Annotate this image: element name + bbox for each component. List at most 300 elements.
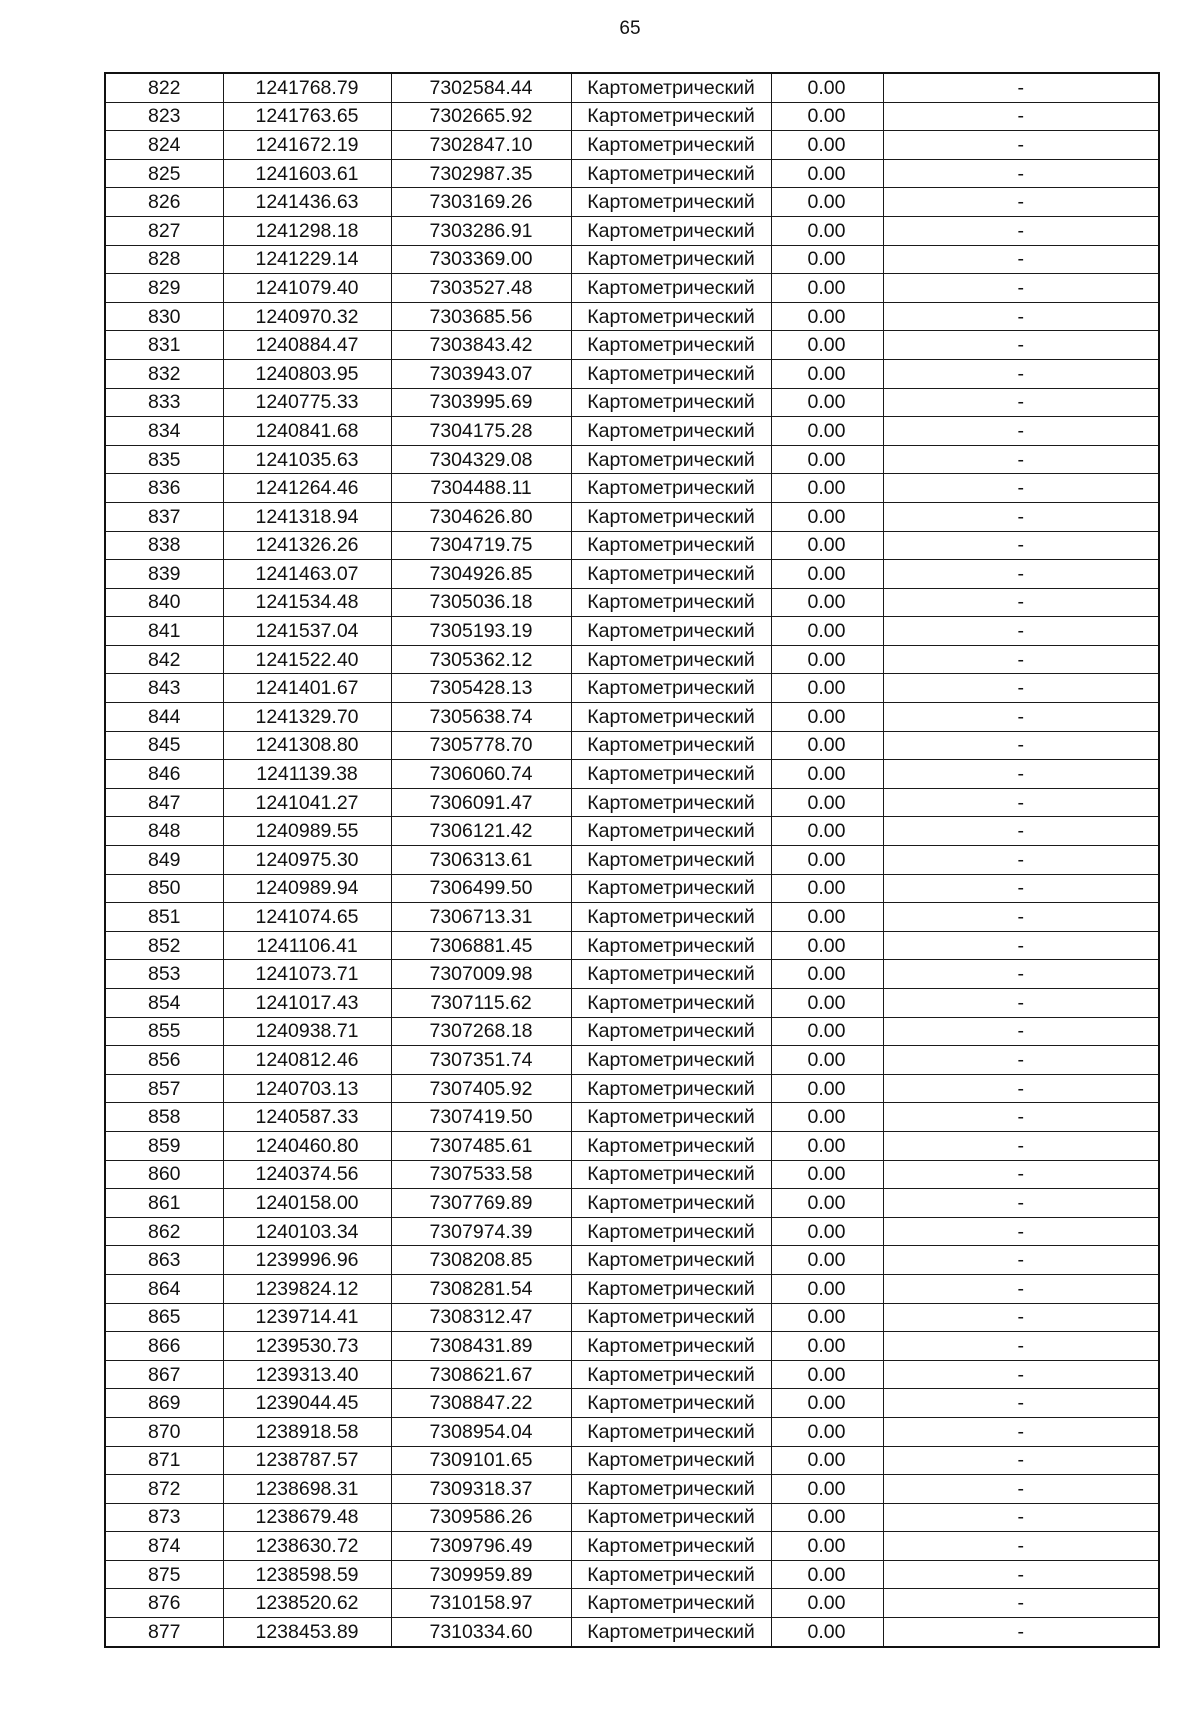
y-coordinate-cell: 7308847.22 bbox=[391, 1389, 571, 1418]
point-number-cell: 867 bbox=[105, 1360, 223, 1389]
note-cell: - bbox=[883, 102, 1159, 131]
x-coordinate-cell: 1240989.94 bbox=[223, 874, 391, 903]
error-cell: 0.00 bbox=[771, 1246, 883, 1275]
method-cell: Картометрический bbox=[571, 1246, 771, 1275]
table-row bbox=[105, 1074, 1159, 1103]
point-number-cell: 829 bbox=[105, 274, 223, 303]
point-number-cell: 838 bbox=[105, 531, 223, 560]
error-cell: 0.00 bbox=[771, 331, 883, 360]
error-cell: 0.00 bbox=[771, 188, 883, 217]
table-row bbox=[105, 588, 1159, 617]
note-cell: - bbox=[883, 1446, 1159, 1475]
method-cell: Картометрический bbox=[571, 1332, 771, 1361]
error-cell: 0.00 bbox=[771, 274, 883, 303]
table-row bbox=[105, 903, 1159, 932]
point-number-cell: 828 bbox=[105, 245, 223, 274]
point-number-cell: 849 bbox=[105, 846, 223, 875]
point-number-cell: 840 bbox=[105, 588, 223, 617]
method-cell: Картометрический bbox=[571, 1475, 771, 1504]
method-cell: Картометрический bbox=[571, 588, 771, 617]
error-cell: 0.00 bbox=[771, 1360, 883, 1389]
note-cell: - bbox=[883, 331, 1159, 360]
y-coordinate-cell: 7306881.45 bbox=[391, 931, 571, 960]
method-cell: Картометрический bbox=[571, 1274, 771, 1303]
table-row bbox=[105, 502, 1159, 531]
x-coordinate-cell: 1241436.63 bbox=[223, 188, 391, 217]
note-cell: - bbox=[883, 588, 1159, 617]
y-coordinate-cell: 7305036.18 bbox=[391, 588, 571, 617]
error-cell: 0.00 bbox=[771, 931, 883, 960]
error-cell: 0.00 bbox=[771, 102, 883, 131]
error-cell: 0.00 bbox=[771, 760, 883, 789]
x-coordinate-cell: 1241229.14 bbox=[223, 245, 391, 274]
method-cell: Картометрический bbox=[571, 1532, 771, 1561]
x-coordinate-cell: 1240989.55 bbox=[223, 817, 391, 846]
method-cell: Картометрический bbox=[571, 73, 771, 102]
table-row bbox=[105, 159, 1159, 188]
x-coordinate-cell: 1241329.70 bbox=[223, 703, 391, 732]
point-number-cell: 852 bbox=[105, 931, 223, 960]
y-coordinate-cell: 7306499.50 bbox=[391, 874, 571, 903]
table-row bbox=[105, 1017, 1159, 1046]
note-cell: - bbox=[883, 245, 1159, 274]
y-coordinate-cell: 7303286.91 bbox=[391, 216, 571, 245]
point-number-cell: 836 bbox=[105, 474, 223, 503]
y-coordinate-cell: 7303527.48 bbox=[391, 274, 571, 303]
note-cell: - bbox=[883, 531, 1159, 560]
point-number-cell: 854 bbox=[105, 989, 223, 1018]
note-cell: - bbox=[883, 1503, 1159, 1532]
error-cell: 0.00 bbox=[771, 359, 883, 388]
y-coordinate-cell: 7308954.04 bbox=[391, 1417, 571, 1446]
point-number-cell: 848 bbox=[105, 817, 223, 846]
note-cell: - bbox=[883, 502, 1159, 531]
table-row bbox=[105, 703, 1159, 732]
point-number-cell: 827 bbox=[105, 216, 223, 245]
point-number-cell: 875 bbox=[105, 1560, 223, 1589]
note-cell: - bbox=[883, 1274, 1159, 1303]
note-cell: - bbox=[883, 931, 1159, 960]
y-coordinate-cell: 7308281.54 bbox=[391, 1274, 571, 1303]
table-body bbox=[105, 73, 1159, 1647]
y-coordinate-cell: 7306713.31 bbox=[391, 903, 571, 932]
error-cell: 0.00 bbox=[771, 1532, 883, 1561]
x-coordinate-cell: 1239530.73 bbox=[223, 1332, 391, 1361]
x-coordinate-cell: 1240158.00 bbox=[223, 1189, 391, 1218]
method-cell: Картометрический bbox=[571, 1189, 771, 1218]
x-coordinate-cell: 1240841.68 bbox=[223, 417, 391, 446]
point-number-cell: 876 bbox=[105, 1589, 223, 1618]
y-coordinate-cell: 7309318.37 bbox=[391, 1475, 571, 1504]
point-number-cell: 863 bbox=[105, 1246, 223, 1275]
point-number-cell: 843 bbox=[105, 674, 223, 703]
note-cell: - bbox=[883, 788, 1159, 817]
x-coordinate-cell: 1239996.96 bbox=[223, 1246, 391, 1275]
x-coordinate-cell: 1240970.32 bbox=[223, 302, 391, 331]
method-cell: Картометрический bbox=[571, 1560, 771, 1589]
method-cell: Картометрический bbox=[571, 1446, 771, 1475]
point-number-cell: 864 bbox=[105, 1274, 223, 1303]
method-cell: Картометрический bbox=[571, 1303, 771, 1332]
method-cell: Картометрический bbox=[571, 703, 771, 732]
error-cell: 0.00 bbox=[771, 817, 883, 846]
table-row bbox=[105, 960, 1159, 989]
x-coordinate-cell: 1238520.62 bbox=[223, 1589, 391, 1618]
coordinates-table bbox=[104, 72, 1160, 1648]
x-coordinate-cell: 1241017.43 bbox=[223, 989, 391, 1018]
x-coordinate-cell: 1240703.13 bbox=[223, 1074, 391, 1103]
method-cell: Картометрический bbox=[571, 1217, 771, 1246]
error-cell: 0.00 bbox=[771, 1160, 883, 1189]
y-coordinate-cell: 7305193.19 bbox=[391, 617, 571, 646]
point-number-cell: 841 bbox=[105, 617, 223, 646]
method-cell: Картометрический bbox=[571, 1503, 771, 1532]
point-number-cell: 865 bbox=[105, 1303, 223, 1332]
method-cell: Картометрический bbox=[571, 1017, 771, 1046]
note-cell: - bbox=[883, 216, 1159, 245]
note-cell: - bbox=[883, 1017, 1159, 1046]
method-cell: Картометрический bbox=[571, 731, 771, 760]
note-cell: - bbox=[883, 1160, 1159, 1189]
error-cell: 0.00 bbox=[771, 1618, 883, 1647]
y-coordinate-cell: 7307268.18 bbox=[391, 1017, 571, 1046]
table-row bbox=[105, 674, 1159, 703]
y-coordinate-cell: 7308312.47 bbox=[391, 1303, 571, 1332]
method-cell: Картометрический bbox=[571, 359, 771, 388]
method-cell: Картометрический bbox=[571, 1160, 771, 1189]
point-number-cell: 842 bbox=[105, 645, 223, 674]
point-number-cell: 845 bbox=[105, 731, 223, 760]
error-cell: 0.00 bbox=[771, 846, 883, 875]
table-row bbox=[105, 1131, 1159, 1160]
note-cell: - bbox=[883, 1046, 1159, 1075]
note-cell: - bbox=[883, 903, 1159, 932]
y-coordinate-cell: 7307769.89 bbox=[391, 1189, 571, 1218]
error-cell: 0.00 bbox=[771, 1103, 883, 1132]
table-row bbox=[105, 874, 1159, 903]
x-coordinate-cell: 1240374.56 bbox=[223, 1160, 391, 1189]
error-cell: 0.00 bbox=[771, 703, 883, 732]
point-number-cell: 823 bbox=[105, 102, 223, 131]
x-coordinate-cell: 1241264.46 bbox=[223, 474, 391, 503]
point-number-cell: 857 bbox=[105, 1074, 223, 1103]
y-coordinate-cell: 7310158.97 bbox=[391, 1589, 571, 1618]
y-coordinate-cell: 7306091.47 bbox=[391, 788, 571, 817]
y-coordinate-cell: 7304926.85 bbox=[391, 560, 571, 589]
point-number-cell: 860 bbox=[105, 1160, 223, 1189]
note-cell: - bbox=[883, 1360, 1159, 1389]
point-number-cell: 853 bbox=[105, 960, 223, 989]
method-cell: Картометрический bbox=[571, 417, 771, 446]
table-row bbox=[105, 302, 1159, 331]
table-row bbox=[105, 846, 1159, 875]
table-row bbox=[105, 560, 1159, 589]
table-row bbox=[105, 1560, 1159, 1589]
y-coordinate-cell: 7307419.50 bbox=[391, 1103, 571, 1132]
point-number-cell: 851 bbox=[105, 903, 223, 932]
table-row bbox=[105, 274, 1159, 303]
method-cell: Картометрический bbox=[571, 302, 771, 331]
x-coordinate-cell: 1240803.95 bbox=[223, 359, 391, 388]
table-row bbox=[105, 445, 1159, 474]
error-cell: 0.00 bbox=[771, 1389, 883, 1418]
y-coordinate-cell: 7303843.42 bbox=[391, 331, 571, 360]
method-cell: Картометрический bbox=[571, 846, 771, 875]
note-cell: - bbox=[883, 73, 1159, 102]
x-coordinate-cell: 1241603.61 bbox=[223, 159, 391, 188]
note-cell: - bbox=[883, 731, 1159, 760]
table-row bbox=[105, 1389, 1159, 1418]
table-row bbox=[105, 1417, 1159, 1446]
y-coordinate-cell: 7308431.89 bbox=[391, 1332, 571, 1361]
method-cell: Картометрический bbox=[571, 1131, 771, 1160]
note-cell: - bbox=[883, 846, 1159, 875]
page-number: 65 bbox=[619, 18, 641, 39]
method-cell: Картометрический bbox=[571, 1074, 771, 1103]
y-coordinate-cell: 7309796.49 bbox=[391, 1532, 571, 1561]
error-cell: 0.00 bbox=[771, 645, 883, 674]
error-cell: 0.00 bbox=[771, 1131, 883, 1160]
x-coordinate-cell: 1241079.40 bbox=[223, 274, 391, 303]
error-cell: 0.00 bbox=[771, 1417, 883, 1446]
x-coordinate-cell: 1241537.04 bbox=[223, 617, 391, 646]
table-row bbox=[105, 1618, 1159, 1647]
x-coordinate-cell: 1241106.41 bbox=[223, 931, 391, 960]
method-cell: Картометрический bbox=[571, 1103, 771, 1132]
error-cell: 0.00 bbox=[771, 417, 883, 446]
note-cell: - bbox=[883, 874, 1159, 903]
x-coordinate-cell: 1240775.33 bbox=[223, 388, 391, 417]
x-coordinate-cell: 1241318.94 bbox=[223, 502, 391, 531]
point-number-cell: 859 bbox=[105, 1131, 223, 1160]
method-cell: Картометрический bbox=[571, 1046, 771, 1075]
table-row bbox=[105, 245, 1159, 274]
error-cell: 0.00 bbox=[771, 1446, 883, 1475]
error-cell: 0.00 bbox=[771, 1046, 883, 1075]
method-cell: Картометрический bbox=[571, 989, 771, 1018]
note-cell: - bbox=[883, 1417, 1159, 1446]
table-row bbox=[105, 1103, 1159, 1132]
x-coordinate-cell: 1240884.47 bbox=[223, 331, 391, 360]
table-row bbox=[105, 1446, 1159, 1475]
note-cell: - bbox=[883, 1103, 1159, 1132]
method-cell: Картометрический bbox=[571, 274, 771, 303]
y-coordinate-cell: 7304719.75 bbox=[391, 531, 571, 560]
point-number-cell: 869 bbox=[105, 1389, 223, 1418]
method-cell: Картометрический bbox=[571, 903, 771, 932]
table-row bbox=[105, 417, 1159, 446]
table-row bbox=[105, 1332, 1159, 1361]
y-coordinate-cell: 7310334.60 bbox=[391, 1618, 571, 1647]
error-cell: 0.00 bbox=[771, 1217, 883, 1246]
point-number-cell: 844 bbox=[105, 703, 223, 732]
note-cell: - bbox=[883, 703, 1159, 732]
note-cell: - bbox=[883, 1618, 1159, 1647]
note-cell: - bbox=[883, 817, 1159, 846]
x-coordinate-cell: 1241534.48 bbox=[223, 588, 391, 617]
x-coordinate-cell: 1239714.41 bbox=[223, 1303, 391, 1332]
table-row bbox=[105, 1246, 1159, 1275]
note-cell: - bbox=[883, 1475, 1159, 1504]
point-number-cell: 839 bbox=[105, 560, 223, 589]
method-cell: Картометрический bbox=[571, 502, 771, 531]
x-coordinate-cell: 1241326.26 bbox=[223, 531, 391, 560]
table-row bbox=[105, 359, 1159, 388]
x-coordinate-cell: 1239044.45 bbox=[223, 1389, 391, 1418]
error-cell: 0.00 bbox=[771, 159, 883, 188]
error-cell: 0.00 bbox=[771, 560, 883, 589]
table-row bbox=[105, 388, 1159, 417]
table-row bbox=[105, 1475, 1159, 1504]
y-coordinate-cell: 7308208.85 bbox=[391, 1246, 571, 1275]
error-cell: 0.00 bbox=[771, 73, 883, 102]
note-cell: - bbox=[883, 359, 1159, 388]
error-cell: 0.00 bbox=[771, 531, 883, 560]
y-coordinate-cell: 7306121.42 bbox=[391, 817, 571, 846]
error-cell: 0.00 bbox=[771, 1303, 883, 1332]
table-row bbox=[105, 331, 1159, 360]
y-coordinate-cell: 7307485.61 bbox=[391, 1131, 571, 1160]
y-coordinate-cell: 7304329.08 bbox=[391, 445, 571, 474]
method-cell: Картометрический bbox=[571, 216, 771, 245]
x-coordinate-cell: 1240975.30 bbox=[223, 846, 391, 875]
y-coordinate-cell: 7303685.56 bbox=[391, 302, 571, 331]
y-coordinate-cell: 7308621.67 bbox=[391, 1360, 571, 1389]
error-cell: 0.00 bbox=[771, 302, 883, 331]
point-number-cell: 850 bbox=[105, 874, 223, 903]
y-coordinate-cell: 7302584.44 bbox=[391, 73, 571, 102]
y-coordinate-cell: 7307009.98 bbox=[391, 960, 571, 989]
y-coordinate-cell: 7309959.89 bbox=[391, 1560, 571, 1589]
table-row bbox=[105, 1217, 1159, 1246]
y-coordinate-cell: 7306060.74 bbox=[391, 760, 571, 789]
error-cell: 0.00 bbox=[771, 731, 883, 760]
note-cell: - bbox=[883, 617, 1159, 646]
method-cell: Картометрический bbox=[571, 445, 771, 474]
method-cell: Картометрический bbox=[571, 1360, 771, 1389]
point-number-cell: 824 bbox=[105, 131, 223, 160]
table-row bbox=[105, 1503, 1159, 1532]
note-cell: - bbox=[883, 674, 1159, 703]
error-cell: 0.00 bbox=[771, 1074, 883, 1103]
error-cell: 0.00 bbox=[771, 874, 883, 903]
error-cell: 0.00 bbox=[771, 1503, 883, 1532]
error-cell: 0.00 bbox=[771, 1017, 883, 1046]
point-number-cell: 831 bbox=[105, 331, 223, 360]
method-cell: Картометрический bbox=[571, 960, 771, 989]
method-cell: Картометрический bbox=[571, 1417, 771, 1446]
point-number-cell: 870 bbox=[105, 1417, 223, 1446]
note-cell: - bbox=[883, 131, 1159, 160]
method-cell: Картометрический bbox=[571, 760, 771, 789]
method-cell: Картометрический bbox=[571, 560, 771, 589]
note-cell: - bbox=[883, 960, 1159, 989]
x-coordinate-cell: 1241074.65 bbox=[223, 903, 391, 932]
table-row bbox=[105, 788, 1159, 817]
y-coordinate-cell: 7302847.10 bbox=[391, 131, 571, 160]
y-coordinate-cell: 7307351.74 bbox=[391, 1046, 571, 1075]
table-row bbox=[105, 1189, 1159, 1218]
note-cell: - bbox=[883, 388, 1159, 417]
table-row bbox=[105, 617, 1159, 646]
point-number-cell: 832 bbox=[105, 359, 223, 388]
note-cell: - bbox=[883, 188, 1159, 217]
y-coordinate-cell: 7302987.35 bbox=[391, 159, 571, 188]
table-row bbox=[105, 1046, 1159, 1075]
method-cell: Картометрический bbox=[571, 474, 771, 503]
x-coordinate-cell: 1238453.89 bbox=[223, 1618, 391, 1647]
x-coordinate-cell: 1240587.33 bbox=[223, 1103, 391, 1132]
table-row bbox=[105, 817, 1159, 846]
y-coordinate-cell: 7307115.62 bbox=[391, 989, 571, 1018]
x-coordinate-cell: 1238787.57 bbox=[223, 1446, 391, 1475]
y-coordinate-cell: 7306313.61 bbox=[391, 846, 571, 875]
x-coordinate-cell: 1241522.40 bbox=[223, 645, 391, 674]
method-cell: Картометрический bbox=[571, 245, 771, 274]
method-cell: Картометрический bbox=[571, 188, 771, 217]
point-number-cell: 835 bbox=[105, 445, 223, 474]
method-cell: Картометрический bbox=[571, 131, 771, 160]
error-cell: 0.00 bbox=[771, 474, 883, 503]
error-cell: 0.00 bbox=[771, 245, 883, 274]
point-number-cell: 877 bbox=[105, 1618, 223, 1647]
table-row bbox=[105, 131, 1159, 160]
point-number-cell: 874 bbox=[105, 1532, 223, 1561]
error-cell: 0.00 bbox=[771, 388, 883, 417]
error-cell: 0.00 bbox=[771, 1189, 883, 1218]
table-row bbox=[105, 931, 1159, 960]
point-number-cell: 846 bbox=[105, 760, 223, 789]
note-cell: - bbox=[883, 1303, 1159, 1332]
y-coordinate-cell: 7305362.12 bbox=[391, 645, 571, 674]
error-cell: 0.00 bbox=[771, 903, 883, 932]
y-coordinate-cell: 7304488.11 bbox=[391, 474, 571, 503]
method-cell: Картометрический bbox=[571, 645, 771, 674]
note-cell: - bbox=[883, 474, 1159, 503]
y-coordinate-cell: 7302665.92 bbox=[391, 102, 571, 131]
x-coordinate-cell: 1241035.63 bbox=[223, 445, 391, 474]
point-number-cell: 837 bbox=[105, 502, 223, 531]
y-coordinate-cell: 7303169.26 bbox=[391, 188, 571, 217]
x-coordinate-cell: 1241073.71 bbox=[223, 960, 391, 989]
y-coordinate-cell: 7309586.26 bbox=[391, 1503, 571, 1532]
x-coordinate-cell: 1241139.38 bbox=[223, 760, 391, 789]
x-coordinate-cell: 1241308.80 bbox=[223, 731, 391, 760]
point-number-cell: 830 bbox=[105, 302, 223, 331]
y-coordinate-cell: 7303943.07 bbox=[391, 359, 571, 388]
note-cell: - bbox=[883, 445, 1159, 474]
note-cell: - bbox=[883, 1332, 1159, 1361]
error-cell: 0.00 bbox=[771, 674, 883, 703]
y-coordinate-cell: 7305638.74 bbox=[391, 703, 571, 732]
error-cell: 0.00 bbox=[771, 788, 883, 817]
method-cell: Картометрический bbox=[571, 674, 771, 703]
x-coordinate-cell: 1241041.27 bbox=[223, 788, 391, 817]
point-number-cell: 873 bbox=[105, 1503, 223, 1532]
x-coordinate-cell: 1241298.18 bbox=[223, 216, 391, 245]
note-cell: - bbox=[883, 989, 1159, 1018]
point-number-cell: 855 bbox=[105, 1017, 223, 1046]
x-coordinate-cell: 1241763.65 bbox=[223, 102, 391, 131]
table-row bbox=[105, 760, 1159, 789]
error-cell: 0.00 bbox=[771, 1589, 883, 1618]
method-cell: Картометрический bbox=[571, 331, 771, 360]
method-cell: Картометрический bbox=[571, 1589, 771, 1618]
y-coordinate-cell: 7307533.58 bbox=[391, 1160, 571, 1189]
point-number-cell: 861 bbox=[105, 1189, 223, 1218]
error-cell: 0.00 bbox=[771, 1332, 883, 1361]
y-coordinate-cell: 7307405.92 bbox=[391, 1074, 571, 1103]
